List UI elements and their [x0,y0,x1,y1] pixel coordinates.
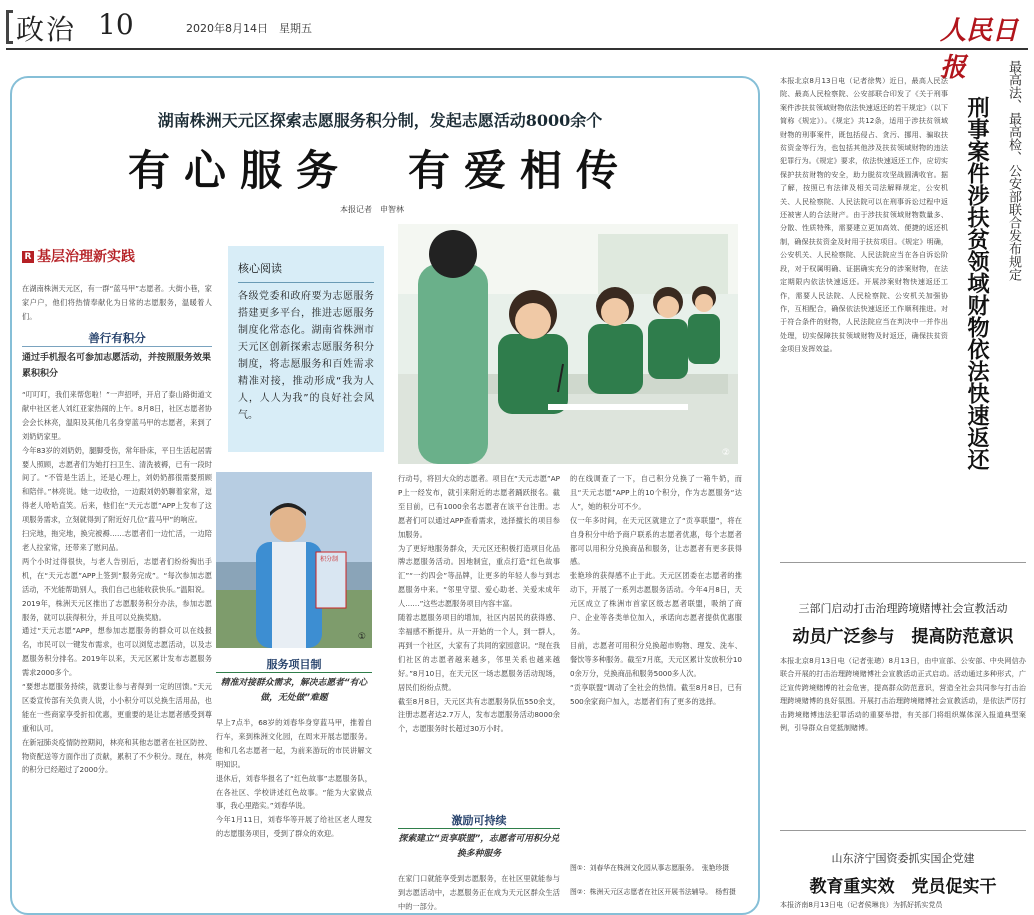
paragraph: 随着志愿服务项目的增加，社区内居民的获得感、幸福感不断提升。从一开始的一个人，到一群人，再到一个社区，大家有了共同的家园意识。“现在我们社区的志愿者越来越多，邻里关系也越来越好。”8月10日，在天元区一场志愿服务活动现场，居民们纷纷点赞。 [398,613,560,692]
column2-body [216,716,372,910]
section-heading-label: 基层治理新实践 [37,249,135,265]
sign-text: 积分制 [320,556,339,563]
photo-number: ① [357,632,366,642]
photo-number: ② [721,448,730,458]
paragraph: 两个小时过得很快，与老人告别后，志愿者们纷纷掏出手机，在“天元志愿”APP上签到“服务完成”。“每次参加志愿活动，不光能帮助别人，我们自己也能收获快乐。”温阳说。 [22,556,212,594]
newspaper-logo: 人民日报 [940,16,1019,83]
header-bracket [6,10,13,44]
paragraph: “叮叮叮，我们来帮您啦！”一声招呼，开启了泰山路街道文献中社区老人刘红亚家热闹的上午。8月8日，社区志愿者协会会长林亮，温阳及其他几名身穿蓝马甲的志愿者，来到了刘奶奶家里。 [22,390,212,441]
paragraph: 张艳珍的获得感不止于此。天元区团委在志愿者的推动下，开展了一系列志愿服务活动。今年4月8日，天元区成立了株洲市首家区级志愿者联盟，吸纳了商户、企业等各类单位加入，承诺向志愿者提供优惠服务。 [570,571,742,636]
page-number: 10 [98,8,134,41]
core-reading-text: 各级党委和政府要为志愿服务搭建更多平台，推进志愿服务制度化常态化。湖南省株洲市天元区创新探索志愿服务积分制度，将志愿服务和百姓需求精准对接，推动形成“我为人人，人人为我”的良好社会风气。 [238,291,374,421]
section-r-icon: R [22,251,34,263]
paragraph: 目前，志愿者可用积分兑换超市购物、理发、洗车、餐饮等多种服务。截至7月底，天元区累计发放积分100余万分，兑换商品和服务5000多人次。 [570,640,742,678]
column1-body [22,388,212,910]
side-article-title: 动员广泛参与 提高防范意识 [792,627,1014,647]
article-kicker: 湖南株洲天元区探索志愿服务积分制，发起志愿活动8000余个 [157,111,603,130]
paragraph: 为了更好地服务群众，天元区还积极打造项目化品牌志愿服务活动。因地制宜，重点打造“红色故事汇”“一约四会”等品牌，让更多的年轻人参与到志愿服务中来。“邻里守望、爱心助老、关爱未成年人……”这些志愿服务项目内容丰富。 [398,543,560,609]
paragraph: 通过“天元志愿”APP，想参加志愿服务的群众可以在线报名，市民可以一键发布需求，也可以浏览志愿活动，以及志愿服务积分排名。2019年以来，天元区累计发布志愿服务需求2000多个。 [22,626,212,678]
paragraph: 的在线调查了一下，自己积分兑换了一箱牛奶，而且“天元志愿”APP上的10个积分，作为志愿服务“达人”，她的积分可不少。 [570,474,742,511]
section-heading [22,246,212,266]
paragraph: “贡享联盟”调动了全社会的热情。截至8月8日，已有500余家商户加入，志愿者们有了更多的选择。 [570,682,742,706]
article-divider [780,830,1026,831]
paragraph: 在新冠肺炎疫情防控期间，林亮和其他志愿者在社区防控、物资配送等方面作出了贡献，累积了不少积分。现在，林亮的积分已经超过了2000分。 [22,737,212,775]
side-article-title: 教育重实效 党员促实干 [809,877,997,897]
paragraph: 截至8月8日，天元区共有志愿服务队伍550余支，注册志愿者达2.7万人，发布志愿服务活动8000余个，志愿服务时长超过30万小时。 [398,696,560,734]
side-article-body: 本报北京8月13日电（记者徐隽）近日，最高人民法院、最高人民检察院、公安部联合印发了《关于刑事案件涉扶贫领域财物依法快速返还的若干规定》（以下简称《规定》）。《规定》共12条，适用于涉扶贫领域财物的刑事案件，既包括侵占、贪污、挪用、骗取扶贫资金等行为，也包括其他涉及扶贫领域财物的违法犯罪行为。《规定》要求，依法快速返还工作，应切实保护扶贫财物的安全，助力脱贫攻坚战圆满收官。据了解，按照已有法律及相关司法解释规定，公安机关、人民检察院、人民法院可以在刑事诉讼过程中返还被害人的合法财产。由于涉扶贫领域财物数量多、分散、性质特殊，需要建立更加高效、便捷的返还机制，确保扶贫资金及时用于扶贫项目。《规定》明确，公安机关、人民检察院、人民法院应当在各自诉讼阶段，对于权属明确、证据确实充分的涉案财物，在法定期限内依法快速返还。开展涉案财物快速返还工作，需要人民法院、人民检察院、公安机关加强协作，互相配合，确保依法快速返还工作顺利推进。对于符合条件的财物，人民法院应当在判决中一并作出处理，切实保障扶贫领域财物及时返还，确保扶贫资金项目发挥效益。 [780,76,948,354]
photo-caption: 图①：刘春华在株洲文化园从事志愿服务。 张艳珍摄 [570,864,730,872]
paragraph: “要想志愿服务持续，就要让参与者得到一定的回馈。”天元区委宣传部有关负责人说，小小积分可以兑换生活用品，也能在一些商家享受折扣优惠，更重要的是让志愿者感受到尊重和认可。 [22,682,212,733]
subheading-incentive: 激励可持续 [398,812,560,828]
header-rule [6,48,1028,50]
subheading-projects: 服务项目制 [266,658,322,671]
paragraph: 今年83岁的刘奶奶，腿脚受伤，常年卧床，平日生活起居需要人照顾，志愿者们为她打扫卫生、清洗被褥，已有一段时间了。“不管是生活上，还是心理上，刘奶奶都很需要照顾和陪伴。”林亮说。她一边收拾，一边跟刘奶奶聊着家常，逗得老人哈哈直笑。后来，他们在“天元志愿”APP上发布了这项服务需求，立刻就得到了附近好几位“蓝马甲”的响应。 [22,445,212,525]
paragraph: 行动号，将回大众的志愿者。项目在“天元志愿”APP上一经发布，就引来附近的志愿者踊跃报名。截至目前，已有1000余名志愿者在该平台注册。志愿者们可以通过APP查看需求，选择擅长的项目参加服务。 [398,474,560,539]
core-reading-title: 核心阅读 [238,262,282,275]
side-article-kicker: 三部门启动打击治理跨境赌博社会宣教活动 [798,602,1008,615]
article-headline: 有心服务 有爱相传 [127,146,632,195]
subheading-deck: 通过手机报名可参加志愿活动，并按照服务效果累积积分 [22,353,212,379]
core-reading-rule [238,282,374,283]
subheading-rule [216,672,372,673]
paragraph: 今年1月11日，刘春华等开展了给社区老人理发的志愿服务项目，受到了群众的欢迎。 [216,815,372,839]
paragraph: 退休后，刘春华报名了“红色故事”志愿服务队，在各社区、学校讲述红色故事。“能为大家做点事，我心里踏实。”刘春华说。 [216,773,372,811]
paragraph: 扫完地，拖完地，换完被褥……志愿者们一边忙活，一边陪老人拉家常，还带来了慰问品。 [22,529,212,552]
article-byline: 本报记者 申智林 [340,205,404,214]
calligraphy-class-photo [398,224,738,464]
subheading-rule [22,346,212,347]
side-article-orgs: 最高法、最高检、公安部联合发布规定 [1006,60,1021,281]
section-intro: 在湖南株洲天元区，有一群“蓝马甲”志愿者。大街小巷，家家户户，他们将热情奉献化为日常的志愿服务，温暖着人们。 [22,284,212,321]
page-section-title: 政治 [16,13,77,46]
article-divider [780,562,1026,563]
side-article-body: 本报济南8月13日电（记者侯琳良）为抓好抓实党员 [780,900,943,909]
photo-illustration [398,224,738,464]
column4-body [570,472,742,856]
paragraph: 2019年，株洲天元区推出了志愿服务积分办法，参加志愿服务，就可以获得积分，并且可以兑换奖励。 [22,598,212,622]
subheading-rule [398,828,560,829]
volunteer-man-photo [216,472,372,648]
side-article-body: 本报北京8月13日电（记者张璁）8月13日，由中宣部、公安部、中央网信办联合开展的打击治理跨境赌博社会宣教活动正式启动。活动通过多种形式，广泛宣传跨境赌博的社会危害，提高群众防范意识，营造全社会共同参与打击治理跨境赌博的良好氛围。开展打击治理跨境赌博社会宣教活动，是依法严厉打击跨境赌博违法犯罪活动的重要举措，有关部门将组织媒体深入报道典型案例，引导群众自觉抵制赌博。 [780,656,1026,733]
subheading-deck: 精准对接群众需求，解决志愿者“有心做，无处做”难题 [220,678,368,703]
subheading-points: 善行有积分 [88,331,146,345]
photo-caption: 图②：株洲天元区志愿者在社区开展书法辅导。 杨哲摄 [570,888,736,896]
paragraph: 仅一年多时间，在天元区就建立了“贡享联盟”，将在自身积分中给予商户联系的志愿者优惠，每个志愿者都可以用积分兑换商品和服务，让志愿者有更多获得感。 [570,515,742,567]
incentive-body: 在家门口就能享受到志愿服务，在社区里就能参与到志愿活动中，志愿服务正在成为天元区群众生活中的一部分。 [398,874,560,910]
paragraph: 早上7点半，68岁的刘春华身穿蓝马甲，推着自行车，来到株洲文化园，在周末开展志愿服务。他和几名志愿者一起，为前来游玩的市民讲解文明知识。 [216,718,372,769]
photo-illustration [216,472,372,648]
side-article-title: 刑事案件涉扶贫领域财物依法快速返还 [964,96,990,470]
subheading-deck: 探索建立“贡享联盟”，志愿者可用积分兑换多种服务 [398,832,560,862]
side-article-kicker: 山东济宁国资委抓实国企党建 [831,852,975,865]
issue-date: 2020年8月14日 星期五 [186,22,312,35]
core-reading-box [228,246,384,452]
